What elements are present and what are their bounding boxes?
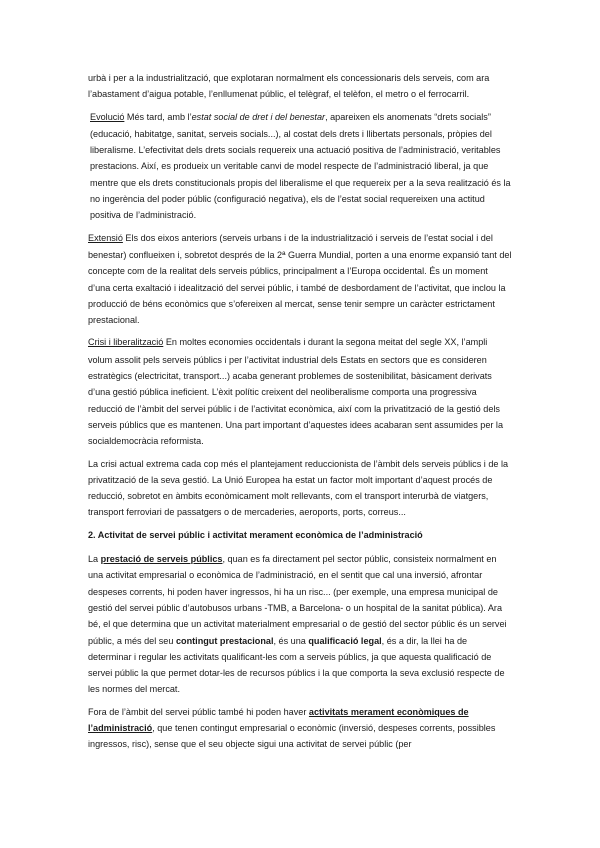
section-heading: 2. Activitat de servei públic i activitat merament econòmica de l’administració	[88, 529, 423, 540]
extensio-paragraph	[88, 230, 512, 329]
qualificacio-legal-term: qualificació legal	[308, 635, 382, 646]
extensio-label: Extensió	[88, 232, 123, 243]
activitats-economiques-term: activitats merament econòmiques de l’administració	[88, 706, 469, 733]
evolucio-text-a: Més tard, amb l’	[126, 111, 192, 122]
fora-t1: Fora de l’àmbit del servei públic també hi poden haver	[88, 706, 309, 717]
prestacio-t2: , quan es fa directament pel sector públic, consisteix normalment en una activitat empresarial o econòmica de l’administració, en el sentit que cal una inversió, afrontar despeses corrents, hi poden haver ingressos, hi ha un risc... (per exemple, una empresa municipal de gestió del servei públic d’autobusos urbans -TMB, a Barcelona- o un hospital de la sanitat pública). Ara bé, el que determina que un activitat materialment empresarial o de gestió del sector públic és un servei públic, a més del seu	[88, 554, 507, 646]
evolucio-text-b: , apareixen els anomenats “drets socials” (educació, habitatge, sanitat, serveis socials...), al costat dels drets i llibertats personals, pròpies del liberalisme. L’efectivitat dels drets socials requereix una actuació positiva de l’administració, veritables prestacions. Així, es produeix un veritable canvi de model respecte de l’administració liberal, ja que mentre que els drets constitucionals propis del liberalisme el que requereix per a la seva realització és la no ingerència del poder públic (configuració negativa), els de l’estat social requereixen una actitud positiva de l’administració.	[90, 111, 511, 221]
fora-t2: , que tenen contingut empresarial o econòmic (inversió, despeses corrents, possibles ingressos, risc), sense que el seu objecte sigui una activitat de servei públic (per	[88, 722, 496, 750]
prestacio-term: prestació de serveis públics	[100, 554, 223, 565]
extensio-text: Els dos eixos anteriors (serveis urbans i de la industrialització i serveis de l’estat social i del benestar) conflueixen i, sobretot després de la 2ª Guerra Mundial, porten a una enorme expansió tant del concepte com de la realitat dels serveis públics, principalment a l’Europa occidental. És un moment d’una certa exaltació i idealització del servei públic, i també de desbordament de l’activitat, que inclou la producció de béns econòmics que s’ofereixen al mercat, sense tenir sempre un caràcter estrictament prestacional.	[88, 232, 512, 326]
crisi-actual-paragraph: La crisi actual extrema cada cop més el plantejament reduccionista de l’àmbit dels serveis públics i de la privatització de la seva gestió. La Unió Europea ha estat un factor molt important d’aquest procés de reducció, sobretot en àmbits econòmicament molt rellevants, com el transport interurbà de viatgers, transport ferroviari de passatgers o de mercaderies, aeroports, ports, correus...	[88, 458, 509, 518]
prestacio-paragraph	[88, 551, 512, 698]
crisi-text: En moltes economies occidentals i durant la segona meitat del segle XX, l’ampli volum assolit pels serveis públics i per l’activitat industrial dels Estats en sectors que es consideren estratègics (electricitat, transport...) acaba generant problemes de sostenibilitat, bàsicament derivats d’una gestió pública ineficient. L’èxit polític creixent del neoliberalisme comporta una progressiva reducció de l’àmbit del servei públic i de l’activitat econòmica, així com la privatització de la gestió dels serveis públics que es mantenen. Una part important d’aquestes idees acabaran sent assumides per la socialdemocràcia reformista.	[88, 337, 504, 447]
crisi-label: Crisi i liberalització	[88, 337, 164, 348]
prestacio-t4: , és a dir, la llei ha de determinar i regular les activitats qualificant-les com a serveis públics, ja que aquesta qualificació de servei públic la que permet dotar-les de recursos públics i la que comporta la seva exclusió respecte de les normes del mercat.	[88, 635, 505, 695]
crisi-paragraph	[88, 334, 512, 449]
evolucio-label: Evolució	[90, 111, 125, 122]
fora-paragraph	[88, 704, 512, 753]
evolucio-paragraph	[88, 109, 512, 224]
prestacio-t3: , és una	[273, 635, 309, 646]
evolucio-text-italic: estat social de dret i del benestar	[191, 111, 326, 122]
prestacio-t1: La	[88, 554, 101, 565]
intro-paragraph: urbà i per a la industrialització, que explotaran normalment els concessionaris dels serveis, com ara l’abastament d’aigua potable, l’enllumenat públic, el telègraf, el telèfon, el metro o el ferrocarril.	[88, 73, 490, 100]
contingut-prestacional-term: contingut prestacional	[175, 635, 274, 646]
